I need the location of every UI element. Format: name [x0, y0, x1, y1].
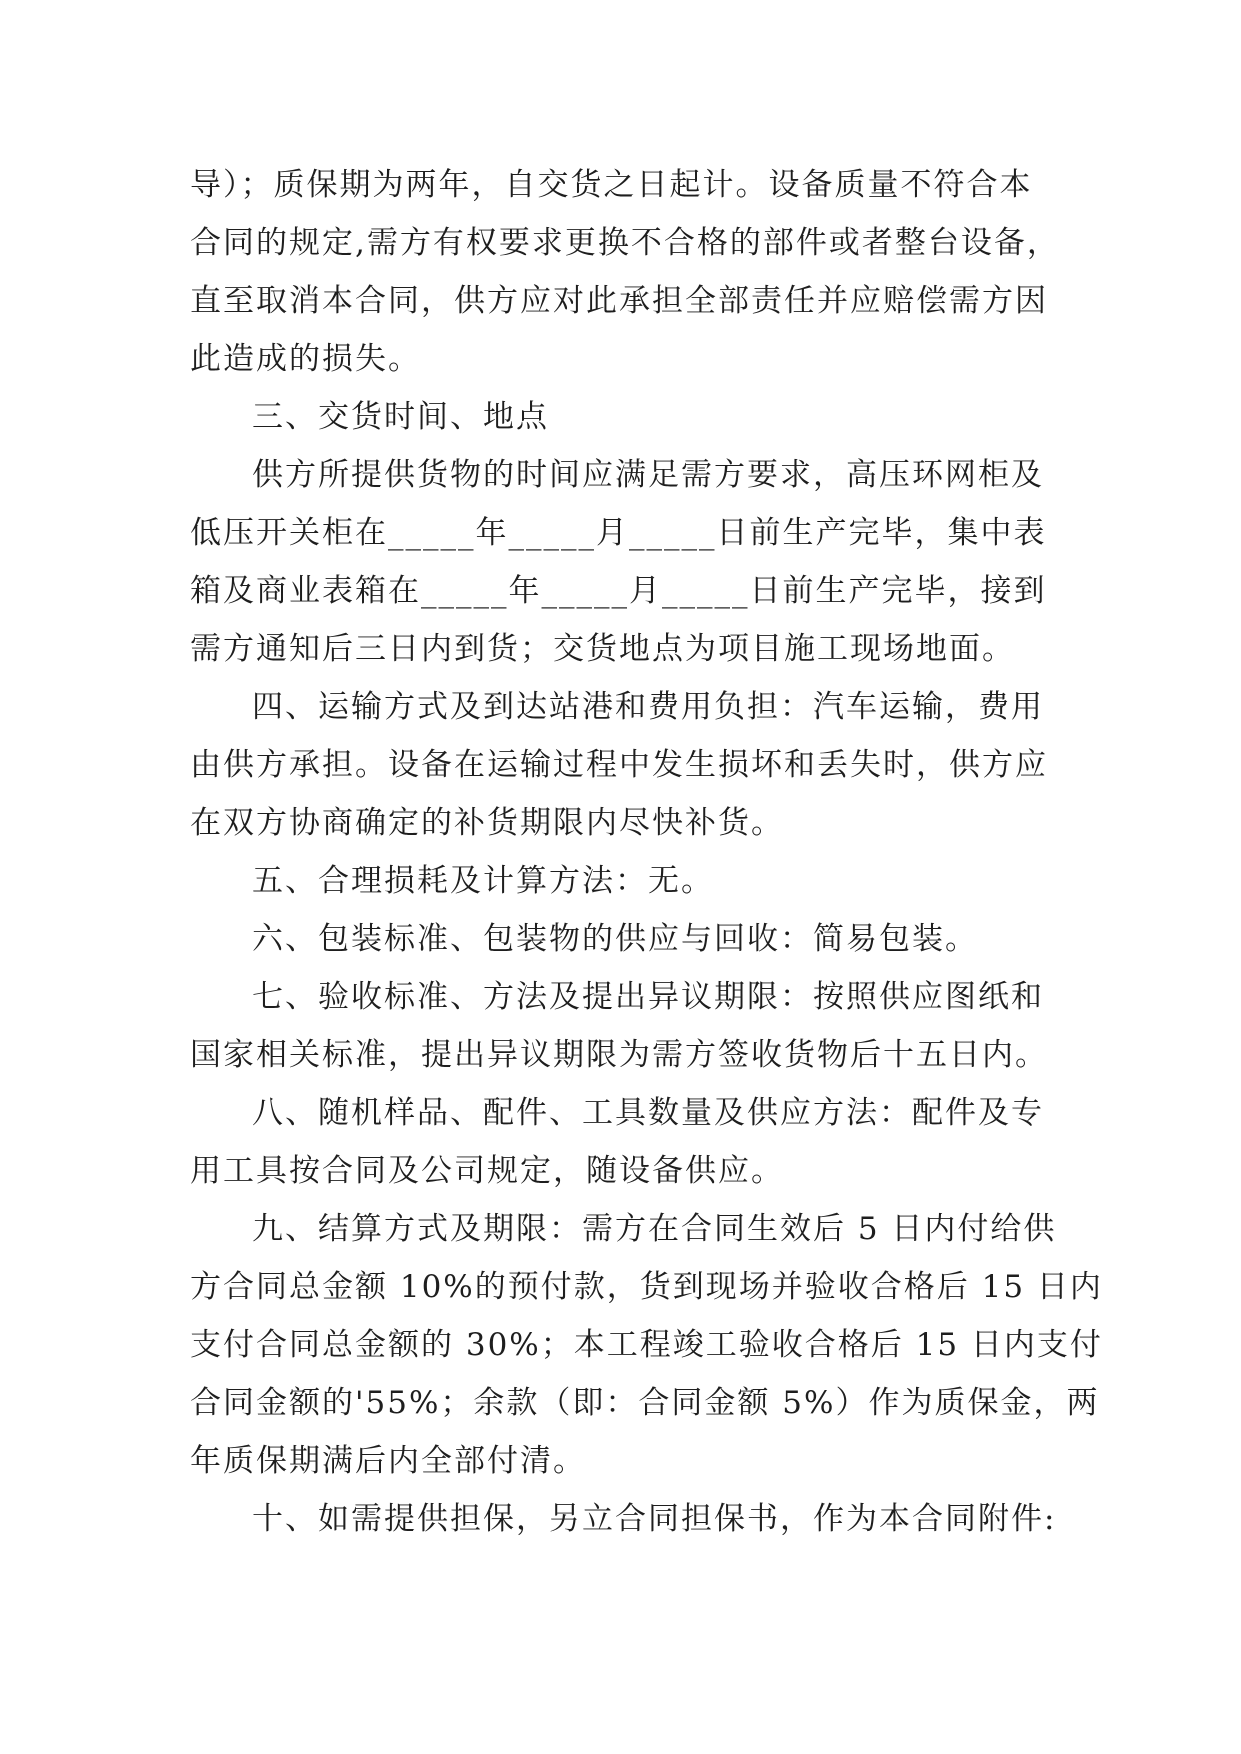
text-line: 由供方承担。设备在运输过程中发生损坏和丢失时，供方应: [190, 747, 1048, 783]
text-line: 箱及商业表箱在_____年_____月_____日前生产完毕，接到: [190, 573, 1047, 609]
text-line: 六、包装标准、包装物的供应与回收：简易包装。: [252, 921, 978, 957]
text-line: 低压开关柜在_____年_____月_____日前生产完毕，集中表: [190, 515, 1047, 551]
text-line: 四、运输方式及到达站港和费用负担：汽车运输，费用: [252, 689, 1044, 725]
document-body: [190, 156, 1103, 1548]
section-heading-delivery: [190, 388, 1050, 446]
paragraph-loss: [190, 852, 1050, 910]
paragraph-guarantee: [190, 1490, 1057, 1548]
text-line: 年质保期满后内全部付清。: [190, 1443, 586, 1479]
text-line: 八、随机样品、配件、工具数量及供应方法：配件及专: [252, 1095, 1044, 1131]
text-line: 三、交货时间、地点: [252, 399, 549, 435]
text-line: 支付合同总金额的 30%；本工程竣工验收合格后 15 日内支付: [190, 1327, 1103, 1363]
text-line: 十、如需提供担保，另立合同担保书，作为本合同附件:: [252, 1501, 1057, 1537]
text-line: 直至取消本合同，供方应对此承担全部责任并应赔偿需方因: [190, 283, 1048, 319]
text-line: 九、结算方式及期限：需方在合同生效后 5 日内付给供: [252, 1211, 1057, 1247]
text-line: 五、合理损耗及计算方法：无。: [252, 863, 714, 899]
text-line: 在双方协商确定的补货期限内尽快补货。: [190, 805, 784, 841]
text-line: 国家相关标准，提出异议期限为需方签收货物后十五日内。: [190, 1037, 1048, 1073]
text-line: 合同金额的'55%；余款（即：合同金额 5%）作为质保金，两: [190, 1385, 1100, 1421]
paragraph-acceptance: [190, 968, 1050, 1084]
paragraph-accessories: [190, 1084, 1050, 1200]
text-line: 用工具按合同及公司规定，随设备供应。: [190, 1153, 784, 1189]
text-line: 导）；质保期为两年，自交货之日起计。设备质量不符合本: [190, 167, 1033, 203]
paragraph-settlement: [190, 1200, 1103, 1490]
paragraph-transport: [190, 678, 1050, 852]
text-line: 方合同总金额 10%的预付款，货到现场并验收合格后 15 日内: [190, 1269, 1103, 1305]
paragraph-delivery-details: [190, 446, 1050, 678]
paragraph-warranty-continuation: [190, 156, 1060, 388]
text-line: 此造成的损失。: [190, 341, 421, 377]
text-line: 需方通知后三日内到货；交货地点为项目施工现场地面。: [190, 631, 1015, 667]
paragraph-packaging: [190, 910, 1050, 968]
text-line: 供方所提供货物的时间应满足需方要求，高压环网柜及: [252, 457, 1044, 493]
text-line: 合同的规定,需方有权要求更换不合格的部件或者整台设备，: [190, 225, 1060, 261]
text-line: 七、验收标准、方法及提出异议期限：按照供应图纸和: [252, 979, 1044, 1015]
